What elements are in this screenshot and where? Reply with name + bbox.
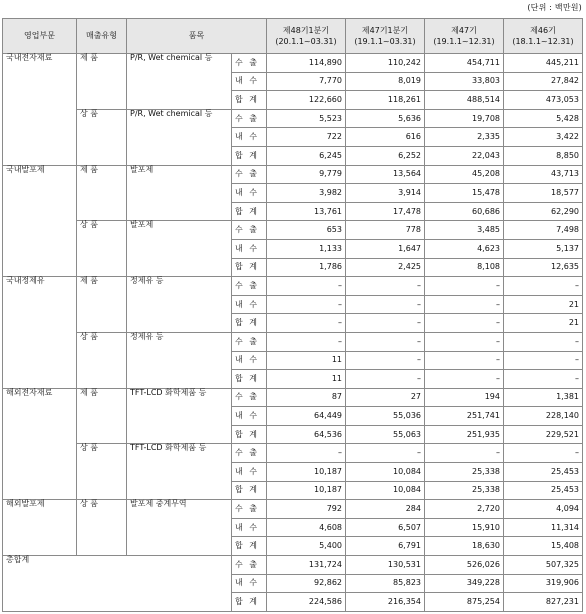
- header-period-47: [425, 19, 504, 54]
- value-cell: 92,862: [267, 574, 346, 593]
- value-cell: 8,108: [425, 258, 504, 277]
- table-row: [3, 277, 583, 296]
- value-cell: 15,910: [425, 518, 504, 537]
- sales-type-cell: 제 품: [77, 277, 127, 333]
- value-cell: 653: [267, 221, 346, 240]
- value-cell: –: [425, 444, 504, 463]
- item-cell: 발포제 중계무역: [127, 500, 232, 556]
- kind-cell: 내 수: [232, 184, 267, 203]
- header-segment: 영업부문: [3, 19, 77, 54]
- value-cell: 1,647: [346, 239, 425, 258]
- value-cell: 792: [267, 500, 346, 519]
- value-cell: –: [504, 277, 583, 296]
- value-cell: 25,338: [425, 481, 504, 500]
- header-period-46: [504, 19, 583, 54]
- period-range: (19.1.1~03.31): [354, 36, 416, 46]
- value-cell: 5,523: [267, 109, 346, 128]
- value-cell: 11: [267, 370, 346, 389]
- value-cell: 15,478: [425, 184, 504, 203]
- value-cell: 11,314: [504, 518, 583, 537]
- table-row: [3, 556, 583, 575]
- value-cell: 2,425: [346, 258, 425, 277]
- value-cell: 251,741: [425, 407, 504, 426]
- table-row: [3, 221, 583, 240]
- kind-cell: 수 출: [232, 444, 267, 463]
- value-cell: 3,422: [504, 128, 583, 147]
- value-cell: 1,381: [504, 388, 583, 407]
- value-cell: –: [425, 314, 504, 333]
- value-cell: 216,354: [346, 593, 425, 612]
- value-cell: 13,564: [346, 165, 425, 184]
- kind-cell: 내 수: [232, 574, 267, 593]
- value-cell: 8,019: [346, 72, 425, 91]
- sales-type-cell: 상 품: [77, 332, 127, 388]
- period-name: 제47기: [451, 25, 477, 35]
- kind-cell: 수 출: [232, 388, 267, 407]
- kind-cell: 내 수: [232, 351, 267, 370]
- value-cell: 2,720: [425, 500, 504, 519]
- value-cell: 27: [346, 388, 425, 407]
- value-cell: 21: [504, 314, 583, 333]
- value-cell: 5,636: [346, 109, 425, 128]
- value-cell: 18,577: [504, 184, 583, 203]
- value-cell: 8,850: [504, 146, 583, 165]
- sales-type-cell: 상 품: [77, 221, 127, 277]
- kind-cell: 수 출: [232, 221, 267, 240]
- value-cell: 224,586: [267, 593, 346, 612]
- value-cell: –: [504, 370, 583, 389]
- value-cell: 2,335: [425, 128, 504, 147]
- value-cell: 5,400: [267, 537, 346, 556]
- value-cell: 6,507: [346, 518, 425, 537]
- value-cell: 473,053: [504, 91, 583, 110]
- value-cell: 12,635: [504, 258, 583, 277]
- value-cell: –: [425, 351, 504, 370]
- table-row: [3, 500, 583, 519]
- value-cell: 27,842: [504, 72, 583, 91]
- sales-type-cell: 상 품: [77, 444, 127, 500]
- value-cell: 4,094: [504, 500, 583, 519]
- value-cell: 114,890: [267, 54, 346, 73]
- item-cell: 발포제: [127, 165, 232, 221]
- value-cell: 7,770: [267, 72, 346, 91]
- value-cell: 488,514: [425, 91, 504, 110]
- sales-type-cell: 제 품: [77, 388, 127, 444]
- value-cell: –: [267, 277, 346, 296]
- kind-cell: 합 계: [232, 370, 267, 389]
- value-cell: 87: [267, 388, 346, 407]
- value-cell: 60,686: [425, 202, 504, 221]
- value-cell: 118,261: [346, 91, 425, 110]
- value-cell: –: [346, 351, 425, 370]
- header-item: 품목: [127, 19, 267, 54]
- kind-cell: 내 수: [232, 239, 267, 258]
- value-cell: 13,761: [267, 202, 346, 221]
- value-cell: 349,228: [425, 574, 504, 593]
- value-cell: 827,231: [504, 593, 583, 612]
- value-cell: 445,211: [504, 54, 583, 73]
- table-row: [3, 332, 583, 351]
- kind-cell: 수 출: [232, 332, 267, 351]
- value-cell: 11: [267, 351, 346, 370]
- header-period-48q1: [267, 19, 346, 54]
- value-cell: 526,026: [425, 556, 504, 575]
- value-cell: 3,914: [346, 184, 425, 203]
- value-cell: –: [504, 444, 583, 463]
- segment-cell: 국내발포제: [3, 165, 77, 277]
- value-cell: 10,187: [267, 463, 346, 482]
- period-name: 제46기: [530, 25, 556, 35]
- value-cell: 55,063: [346, 425, 425, 444]
- value-cell: 4,608: [267, 518, 346, 537]
- segment-cell: 해외전자재료: [3, 388, 77, 500]
- value-cell: 1,133: [267, 239, 346, 258]
- value-cell: 19,708: [425, 109, 504, 128]
- value-cell: 17,478: [346, 202, 425, 221]
- segment-cell: 국내전자재료: [3, 54, 77, 166]
- value-cell: 4,623: [425, 239, 504, 258]
- value-cell: 62,290: [504, 202, 583, 221]
- value-cell: 110,242: [346, 54, 425, 73]
- item-cell: P/R, Wet chemical 등: [127, 54, 232, 110]
- value-cell: 10,187: [267, 481, 346, 500]
- header-sales-type: 매출유형: [77, 19, 127, 54]
- value-cell: 5,137: [504, 239, 583, 258]
- value-cell: 3,982: [267, 184, 346, 203]
- sales-type-cell: 제 품: [77, 165, 127, 221]
- kind-cell: 합 계: [232, 314, 267, 333]
- value-cell: 131,724: [267, 556, 346, 575]
- value-cell: 194: [425, 388, 504, 407]
- value-cell: 251,935: [425, 425, 504, 444]
- value-cell: 64,536: [267, 425, 346, 444]
- table-row: [3, 444, 583, 463]
- value-cell: 45,208: [425, 165, 504, 184]
- value-cell: 122,660: [267, 91, 346, 110]
- item-cell: TFT-LCD 화학제품 등: [127, 388, 232, 444]
- value-cell: 10,084: [346, 463, 425, 482]
- value-cell: 5,428: [504, 109, 583, 128]
- value-cell: 22,043: [425, 146, 504, 165]
- period-range: (19.1.1~12.31): [433, 36, 495, 46]
- value-cell: –: [425, 370, 504, 389]
- value-cell: –: [267, 314, 346, 333]
- table-row: [3, 54, 583, 73]
- table-row: [3, 388, 583, 407]
- kind-cell: 합 계: [232, 481, 267, 500]
- value-cell: –: [346, 314, 425, 333]
- value-cell: 319,906: [504, 574, 583, 593]
- value-cell: –: [346, 444, 425, 463]
- value-cell: 33,803: [425, 72, 504, 91]
- value-cell: 10,084: [346, 481, 425, 500]
- sales-type-cell: 상 품: [77, 109, 127, 165]
- value-cell: 25,338: [425, 463, 504, 482]
- kind-cell: 수 출: [232, 54, 267, 73]
- value-cell: 64,449: [267, 407, 346, 426]
- value-cell: –: [346, 370, 425, 389]
- value-cell: –: [504, 332, 583, 351]
- value-cell: 130,531: [346, 556, 425, 575]
- value-cell: 6,791: [346, 537, 425, 556]
- sales-type-cell: 제 품: [77, 54, 127, 110]
- kind-cell: 합 계: [232, 202, 267, 221]
- kind-cell: 내 수: [232, 407, 267, 426]
- kind-cell: 내 수: [232, 128, 267, 147]
- item-cell: 발포제: [127, 221, 232, 277]
- value-cell: 284: [346, 500, 425, 519]
- kind-cell: 내 수: [232, 463, 267, 482]
- value-cell: 6,252: [346, 146, 425, 165]
- value-cell: 3,485: [425, 221, 504, 240]
- kind-cell: 내 수: [232, 295, 267, 314]
- table-header: [3, 19, 583, 54]
- value-cell: 21: [504, 295, 583, 314]
- value-cell: –: [267, 295, 346, 314]
- segment-cell: 해외발포제: [3, 500, 77, 556]
- kind-cell: 합 계: [232, 537, 267, 556]
- kind-cell: 합 계: [232, 146, 267, 165]
- period-range: (20.1.1~03.31): [275, 36, 337, 46]
- value-cell: 6,245: [267, 146, 346, 165]
- item-cell: TFT-LCD 화학제품 등: [127, 444, 232, 500]
- kind-cell: 내 수: [232, 72, 267, 91]
- kind-cell: 수 출: [232, 277, 267, 296]
- header-period-47q1: [346, 19, 425, 54]
- kind-cell: 합 계: [232, 91, 267, 110]
- kind-cell: 수 출: [232, 109, 267, 128]
- kind-cell: 수 출: [232, 500, 267, 519]
- value-cell: 616: [346, 128, 425, 147]
- value-cell: 454,711: [425, 54, 504, 73]
- value-cell: 25,453: [504, 463, 583, 482]
- value-cell: –: [346, 295, 425, 314]
- segment-cell: 총합계: [3, 556, 232, 612]
- period-name: 제48기1분기: [282, 25, 330, 35]
- value-cell: 43,713: [504, 165, 583, 184]
- value-cell: 778: [346, 221, 425, 240]
- value-cell: 15,408: [504, 537, 583, 556]
- value-cell: –: [425, 277, 504, 296]
- value-cell: –: [425, 332, 504, 351]
- item-cell: 정제유 등: [127, 277, 232, 333]
- kind-cell: 수 출: [232, 556, 267, 575]
- value-cell: 7,498: [504, 221, 583, 240]
- value-cell: –: [346, 277, 425, 296]
- value-cell: –: [346, 332, 425, 351]
- value-cell: 875,254: [425, 593, 504, 612]
- value-cell: –: [504, 351, 583, 370]
- kind-cell: 합 계: [232, 258, 267, 277]
- value-cell: 228,140: [504, 407, 583, 426]
- table-body: [3, 54, 583, 612]
- value-cell: 722: [267, 128, 346, 147]
- value-cell: 55,036: [346, 407, 425, 426]
- value-cell: 18,630: [425, 537, 504, 556]
- value-cell: 9,779: [267, 165, 346, 184]
- value-cell: 25,453: [504, 481, 583, 500]
- kind-cell: 수 출: [232, 165, 267, 184]
- item-cell: 정제유 등: [127, 332, 232, 388]
- sales-type-cell: 상 품: [77, 500, 127, 556]
- table-row: [3, 165, 583, 184]
- kind-cell: 합 계: [232, 593, 267, 612]
- segment-cell: 국내정제유: [3, 277, 77, 389]
- period-name: 제47기1분기: [361, 25, 409, 35]
- value-cell: 85,823: [346, 574, 425, 593]
- kind-cell: 내 수: [232, 518, 267, 537]
- unit-note: (단위 : 백만원): [527, 3, 582, 12]
- value-cell: 507,325: [504, 556, 583, 575]
- kind-cell: 합 계: [232, 425, 267, 444]
- item-cell: P/R, Wet chemical 등: [127, 109, 232, 165]
- table-row: [3, 109, 583, 128]
- value-cell: 1,786: [267, 258, 346, 277]
- value-cell: –: [425, 295, 504, 314]
- period-range: (18.1.1~12.31): [512, 36, 574, 46]
- value-cell: 229,521: [504, 425, 583, 444]
- value-cell: –: [267, 332, 346, 351]
- sales-table: [2, 18, 583, 612]
- value-cell: –: [267, 444, 346, 463]
